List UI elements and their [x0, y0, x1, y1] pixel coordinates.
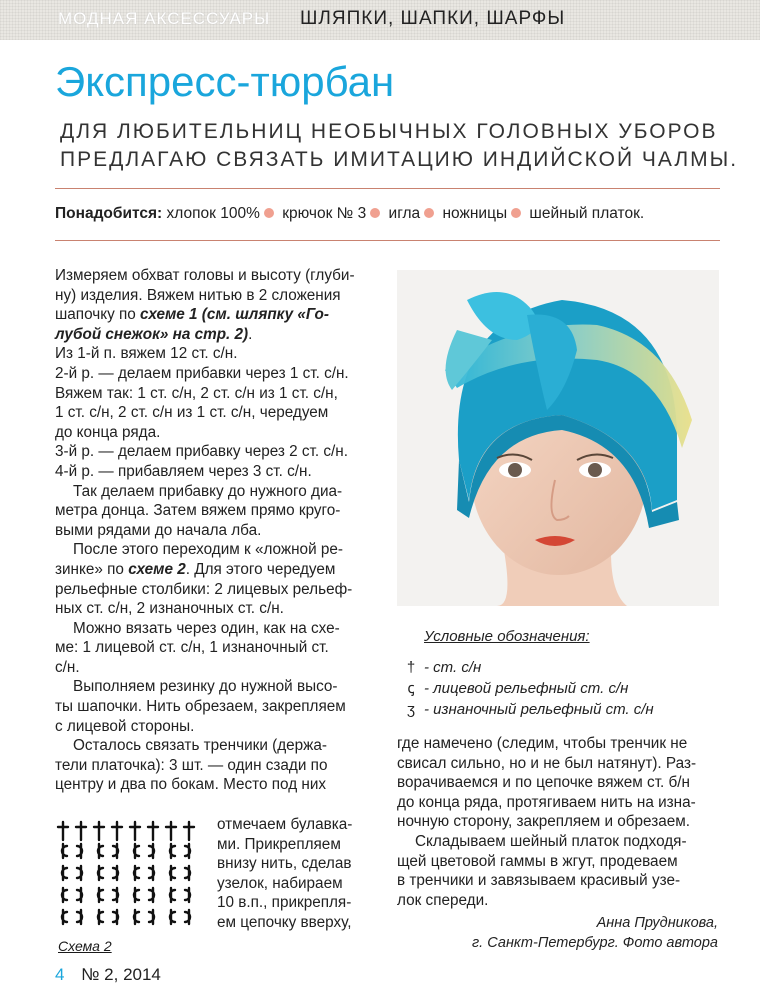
- text-line: где намечено (следим, чтобы тренчик не: [397, 735, 688, 752]
- back-post-stitch-icon: ʒ: [406, 701, 416, 718]
- material-item: хлопок 100%: [166, 205, 260, 222]
- material-item: шейный платок.: [529, 205, 645, 222]
- bullet-icon: [424, 208, 434, 218]
- text-line: щей цветовой гаммы в жгут, продеваем: [397, 852, 678, 870]
- page-number: 4: [55, 965, 65, 984]
- author-signature: [472, 913, 718, 953]
- text-line: 10 в.п., прикрепля-: [217, 894, 352, 912]
- narrow-column: [217, 815, 375, 933]
- text-line: выми рядами до начала лба.: [55, 521, 262, 539]
- text-line: Осталось связать тренчики (держа-: [73, 737, 327, 755]
- text-line: в тренчики и завязываем красивый узе-: [397, 872, 681, 890]
- divider-bottom: [55, 240, 720, 241]
- scheme-caption: Схема 2: [58, 938, 112, 954]
- author-place: г. Санкт-Петербург. Фото автора: [472, 935, 718, 951]
- article-lead: [60, 118, 738, 174]
- page-header-band: [0, 0, 760, 40]
- text-line: центру и два по бокам. Место под них: [55, 776, 327, 794]
- text-line: 3-й р. — делаем прибавку через 2 ст. с/н.: [55, 443, 348, 461]
- text-line: После этого переходим к «ложной ре-: [73, 541, 343, 559]
- right-column: [397, 734, 719, 910]
- issue-label: № 2, 2014: [81, 965, 161, 984]
- left-column: [55, 266, 375, 795]
- text-line: Измеряем обхват головы и высоту (глуби-: [55, 267, 355, 284]
- material-item: игла: [388, 205, 421, 222]
- text-line: ворачиваемся и по цепочке вяжем ст. б/н: [397, 774, 690, 792]
- materials-label: Понадобится:: [55, 205, 163, 222]
- author-name: Анна Прудникова,: [596, 915, 718, 931]
- text-line: ме: 1 лицевой ст. с/н, 1 изнаночный ст.: [55, 639, 329, 657]
- text-line: ночную сторону, закрепляем и обрезаем.: [397, 813, 691, 831]
- article-title: Экспресс-тюрбан: [55, 58, 395, 105]
- text-line: Из 1-й п. вяжем 12 ст. с/н.: [55, 345, 238, 363]
- text-line: [55, 325, 375, 345]
- bullet-icon: [264, 208, 274, 218]
- scheme-reference: лубой снежок» на стр. 2): [55, 325, 249, 343]
- front-post-stitch-icon: ꞔ: [407, 680, 415, 697]
- text-line: ну) изделия. Вяжем нитью в 2 сложения: [55, 286, 341, 304]
- lead-line: ДЛЯ ЛЮБИТЕЛЬНИЦ НЕОБЫЧНЫХ ГОЛОВНЫХ УБОРОВ: [60, 120, 718, 143]
- text-line: до конца ряда, протягиваем нить на изна-: [397, 793, 696, 811]
- text-line: рельефные столбики: 2 лицевых рельеф-: [55, 580, 353, 598]
- text-line: свисал сильно, но и не был натянут). Раз-: [397, 754, 697, 772]
- divider-top: [55, 188, 720, 189]
- scheme-reference: схеме 1 (см. шляпку «Го-: [140, 306, 329, 324]
- text-line: ты шапочки. Нить обрезаем, закрепляем: [55, 698, 346, 716]
- text-line: [55, 305, 375, 325]
- text-line: 1 ст. с/н, 2 ст. с/н из 1 ст. с/н, чередуем: [55, 404, 329, 422]
- legend-item-text: - лицевой рельефный ст. с/н: [424, 680, 629, 697]
- text-line: Можно вязать через один, как на схе-: [73, 619, 340, 637]
- text-line: внизу нить, сделав: [217, 855, 352, 873]
- text-line: с/н.: [55, 658, 80, 676]
- text-line: Выполняем резинку до нужной высо-: [73, 678, 338, 696]
- material-item: крючок № 3: [282, 205, 367, 222]
- text-run: .: [248, 325, 253, 343]
- section-label: ШЛЯПКИ, ШАПКИ, ШАРФЫ: [300, 8, 566, 29]
- text-line: тели платочка): 3 шт. — один сзади по: [55, 756, 328, 774]
- text-line: [55, 560, 375, 580]
- text-line: с лицевой стороны.: [55, 717, 195, 735]
- bullet-icon: [511, 208, 521, 218]
- text-line: метра донца. Затем вяжем прямо круго-: [55, 502, 341, 520]
- stitch-cross-icon: †: [406, 659, 416, 676]
- lead-line: ПРЕДЛАГАЮ СВЯЗАТЬ ИМИТАЦИЮ ИНДИЙСКОЙ ЧАЛМЫ.: [60, 148, 739, 171]
- legend-item: [398, 657, 654, 678]
- legend-item-text: - ст. с/н: [424, 659, 482, 676]
- scheme-reference: схеме 2: [128, 560, 186, 578]
- text-line: ем цепочку вверху,: [217, 913, 352, 931]
- text-line: 2-й р. — делаем прибавки через 1 ст. с/н.: [55, 364, 349, 382]
- mannequin-turban-photo: [397, 270, 719, 606]
- text-line: Вяжем так: 1 ст. с/н, 2 ст. с/н из 1 ст. с/н,: [55, 384, 338, 402]
- bullet-icon: [370, 208, 380, 218]
- text-line: ных ст. с/н, 2 изнаночных ст. с/н.: [55, 600, 284, 618]
- text-line: ми. Прикрепляем: [217, 835, 341, 853]
- page-footer: [55, 965, 161, 985]
- crochet-scheme-diagram: [55, 818, 205, 936]
- legend-item-text: - изнаночный рельефный ст. с/н: [424, 701, 654, 718]
- stitch-rows-relief: [62, 844, 190, 924]
- text-line: до конца ряда.: [55, 423, 161, 441]
- materials-list: [55, 205, 644, 223]
- legend-item: [398, 678, 654, 699]
- rubric-label: МОДНАЯ АКСЕССУАРЫ: [58, 9, 271, 28]
- text-run: зинке» по: [55, 560, 129, 578]
- legend-item: [398, 699, 654, 720]
- material-item: ножницы: [442, 205, 508, 222]
- text-line: отмечаем булавка-: [217, 816, 353, 833]
- text-line: узелок, набираем: [217, 874, 343, 892]
- text-line: лок спереди.: [397, 891, 489, 909]
- symbols-legend: [398, 626, 654, 720]
- text-line: Так делаем прибавку до нужного диа-: [73, 482, 343, 500]
- legend-title: Условные обозначения:: [424, 628, 590, 645]
- stitch-row-crosses: [58, 822, 194, 840]
- text-line: 4-й р. — прибавляем через 3 ст. с/н.: [55, 462, 312, 480]
- text-line: Складываем шейный платок подходя-: [415, 832, 687, 850]
- text-run: шапочку по: [55, 306, 141, 324]
- text-run: . Для этого чередуем: [185, 560, 336, 578]
